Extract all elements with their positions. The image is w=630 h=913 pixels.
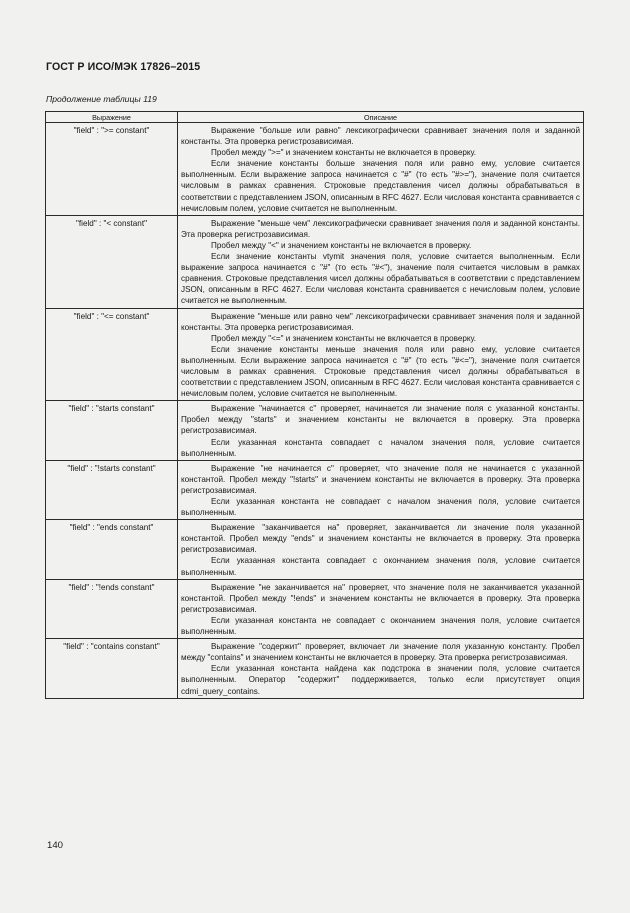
- description-cell: [178, 639, 584, 698]
- description-paragraph: Выражение "заканчивается на" проверяет, заканчивается ли значение поля указанной константой. Пробел между "ends" и значением константы не включается в проверку. Эта проверка регистрозависимая.: [181, 523, 580, 555]
- description-paragraph: Выражение "содержит" проверяет, включает ли значение поля указанную константу. Пробел между "contains" и значением константы не включается в проверку. Эта проверка регистрозависимая.: [181, 642, 580, 663]
- description-paragraph: Если указанная константа совпадает с окончанием значения поля, условие считается выполненным.: [181, 556, 580, 577]
- expression-cell: "field" : "contains constant": [46, 639, 178, 698]
- description-paragraph: Выражение "не начинается с" проверяет, что значение поля не начинается с указанной константой. Пробел между "!starts" и значением константы не включается в проверку. Эта проверка регистрозависимая.: [181, 463, 580, 495]
- description-paragraph: Пробел между ">=" и значением константы не включается в проверку.: [211, 148, 477, 158]
- description-paragraph: Пробел между "<=" и значением константы не включается в проверку.: [211, 333, 477, 343]
- description-paragraph: Выражение "больше или равно" лексикографически сравнивает значения поля и заданной константы. Эта проверка регистрозависимая.: [181, 126, 580, 147]
- page-number: 140: [47, 840, 64, 851]
- description-paragraph: Если значение константы vtymit значения поля, условие считается выполненным. Если выражение запроса начинается с "#" (то есть "#<"), значение поля считается числовым в рамках сравнения. Строковые представления чисел должны обрабатываться в соответствии с представлением JSON, описанным в RFC 4627. Если числовая константа сравнивается с нечисловым полем, условие считается не выполненным.: [181, 252, 580, 306]
- table-row: [46, 460, 584, 519]
- description-paragraph: Если указанная константа совпадает с началом значения поля, условие считается выполненным.: [181, 437, 580, 458]
- table-row: [46, 639, 584, 698]
- table-row: [46, 401, 584, 460]
- description-paragraph: Выражение "меньше или равно чем" лексикографически сравнивает значения поля и заданной константы. Эта проверка регистрозависимая.: [181, 311, 580, 332]
- description-cell: [178, 215, 584, 308]
- description-cell: [178, 401, 584, 460]
- description-paragraph: Если указанная константа не совпадает с началом значения поля, условие считается выполненным.: [181, 497, 580, 518]
- expression-cell: "field" : "<= constant": [46, 308, 178, 401]
- header-description: Описание: [178, 112, 584, 123]
- header-expression: Выражение: [46, 112, 178, 123]
- description-paragraph: Если указанная константа найдена как подстрока в значении поля, условие считается выполненным. Оператор "содержит" поддерживается, только если присутствует опция cdmi_query_contains.: [181, 664, 580, 696]
- expression-cell: "field" : "ends constant": [46, 520, 178, 579]
- description-paragraph: Выражение "начинается с" проверяет, начинается ли значение поля с указанной константы. Пробел между "starts" и значением константы не включается в проверку. Эта проверка регистрозависимая.: [181, 404, 580, 436]
- table-row: [46, 123, 584, 216]
- table-row: [46, 520, 584, 579]
- table-row: [46, 215, 584, 308]
- expression-cell: "field" : "starts constant": [46, 401, 178, 460]
- description-paragraph: Если значение константы меньше значения поля или равно ему, условие считается выполненным. Если выражение запроса начинается с "#" (то есть "#<="), значение поля считается числовым в рамках сравнения. Строковые представления чисел должны обрабатываться в соответствии с представлением JSON, описанным в RFC 4627. Если числовая константа сравнивается с нечисловым полем, условие считается не выполненным.: [181, 344, 580, 399]
- document-title: ГОСТ Р ИСО/МЭК 17826–2015: [46, 61, 201, 73]
- table-row: [46, 579, 584, 638]
- expression-cell: "field" : "!ends constant": [46, 579, 178, 638]
- expressions-table: [45, 111, 584, 699]
- description-paragraph: Выражение "не заканчивается на" проверяет, что значение поля не заканчивается указанной константой. Пробел между "!ends" и значением константы не включается в проверку. Эта проверка регистрозависимая.: [181, 582, 580, 614]
- expression-cell: "field" : ">= constant": [46, 123, 178, 216]
- description-cell: [178, 520, 584, 579]
- description-paragraph: Если значение константы больше значения поля или равно ему, условие считается выполненным. Если выражение запроса начинается с "#" (то есть "#>="), значение поля считается числовым в рамках сравнения. Строковые представления чисел должны обрабатываться в соответствии с представлением JSON, описанным в RFC 4627. Если числовая константа сравнивается с нечисловым полем, условие считается не выполненным.: [181, 159, 580, 213]
- description-cell: [178, 460, 584, 519]
- table-caption: Продолжение таблицы 119: [46, 94, 157, 104]
- expression-cell: "field" : "!starts constant": [46, 460, 178, 519]
- table-header-row: [46, 112, 584, 123]
- expression-cell: "field" : "< constant": [46, 215, 178, 308]
- description-cell: [178, 308, 584, 401]
- description-paragraph: Если указанная константа не совпадает с окончанием значения поля, условие считается выполненным.: [181, 615, 580, 637]
- description-paragraph: Пробел между "<" и значением константы не включается в проверку.: [211, 240, 472, 250]
- description-cell: [178, 579, 584, 638]
- description-cell: [178, 123, 584, 216]
- description-paragraph: Выражение "меньше чем" лексикографически сравнивает значения поля и заданной константы. Эта проверка регистрозависимая.: [181, 218, 580, 239]
- table-row: [46, 308, 584, 401]
